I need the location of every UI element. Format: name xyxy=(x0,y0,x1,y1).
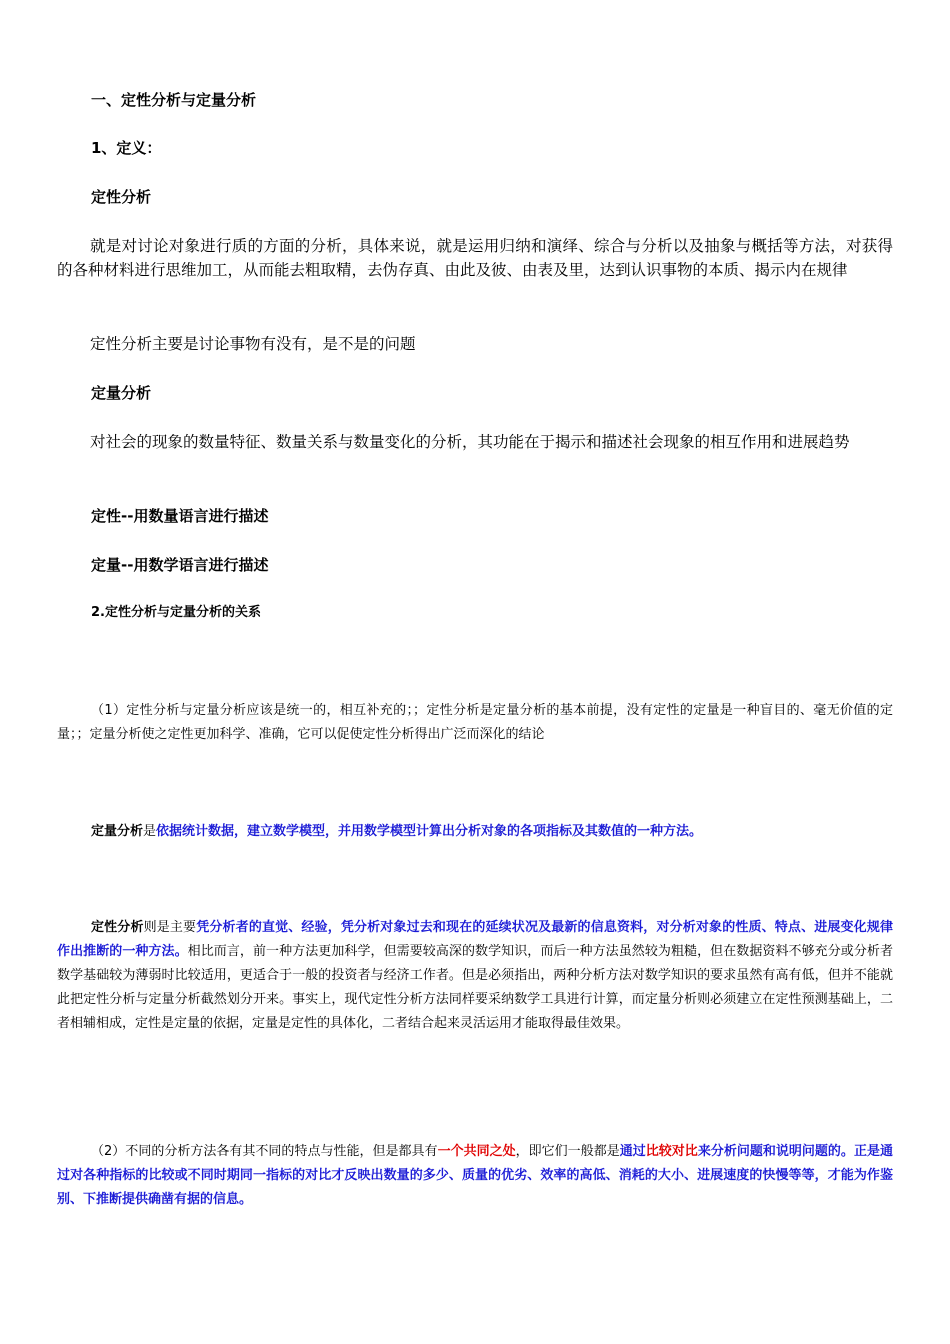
relation-paragraph-3 xyxy=(57,916,893,1036)
heading-relation: 2.定性分析与定量分析的关系 xyxy=(91,605,261,620)
heading-definition: 1、定义： xyxy=(91,139,162,157)
quantitative-description: 定量--用数学语言进行描述 xyxy=(91,556,269,574)
highlight-common-point: 一个共同之处 xyxy=(437,1144,516,1159)
relation-paragraph-1: （1）定性分析与定量分析应该是统一的，相互补充的；；定性分析是定量分析的基本前提，没有定性的定量是一种盲目的、毫无价值的定量；；定量分析使之定性更加科学、准确，它可以促使定性分析得出广泛而深化的结论 xyxy=(57,703,893,742)
quantitative-title: 定量分析 xyxy=(91,384,152,402)
quantitative-body: 对社会的现象的数量特征、数量关系与数量变化的分析，其功能在于揭示和描述社会现象的相互作用和进展趋势 xyxy=(90,433,850,451)
quantitative-definition: 依据统计数据，建立数学模型，并用数学模型计算出分析对象的各项指标及其数值的一种方法。 xyxy=(156,824,703,839)
highlight-comparison: 比较对比 xyxy=(645,1144,698,1159)
qualitative-description: 定性--用数量语言进行描述 xyxy=(91,507,269,525)
link-text: 是 xyxy=(143,824,157,839)
qualitative-title: 定性分析 xyxy=(91,188,152,206)
qualitative-definition: 凭分析者的直觉、经验，凭分析对象过去和现在的延续状况及最新的信息资料，对分析对象的性质、特点、进展变化规律作出推断的一种方法。 xyxy=(57,920,893,959)
qualitative-main-point: 定性分析主要是讨论事物有没有，是不是的问题 xyxy=(90,335,416,353)
relation-paragraph-2 xyxy=(57,820,893,844)
relation-paragraph-4 xyxy=(57,1140,893,1212)
highlight-conclusion: 来分析问题和说明问题的。正是通过对各种指标的比较或不同时期同一指标的对比才反映出数量的多少、质量的优劣、效率的高低、消耗的大小、进展速度的快慢等等，才能为作鉴别、下推断提供确凿有据的信息。 xyxy=(57,1144,893,1207)
paragraph-start: （2）不同的分析方法各有其不同的特点与性能，但是都具有 xyxy=(91,1144,438,1159)
term-quantitative: 定量分析 xyxy=(91,824,144,839)
term-qualitative: 定性分析 xyxy=(91,920,144,935)
heading-main: 一、定性分析与定量分析 xyxy=(91,91,257,109)
qualitative-body: 就是对讨论对象进行质的方面的分析，具体来说，就是运用归纳和演绎、综合与分析以及抽象与概括等方法，对获得的各种材料进行思维加工，从而能去粗取精，去伪存真、由此及彼、由表及里，达到认识事物的本质、揭示内在规律 xyxy=(57,237,893,279)
highlight-through: 通过 xyxy=(619,1144,646,1159)
paragraph-middle: ，即它们一般都是 xyxy=(515,1144,620,1159)
comparison-text: 相比而言，前一种方法更加科学，但需要较高深的数学知识，而后一种方法虽然较为粗糙，但在数据资料不够充分或分析者数学基础较为薄弱时比较适用，更适合于一般的投资者与经济工作者。但是必须指出，两种分析方法对数学知识的要求虽然有高有低，但并不能就此把定性分析与定量分析截然划分开来。事实上，现代定性分析方法同样要采纳数学工具进行计算，而定量分析则必须建立在定性预测基础上，二者相辅相成，定性是定量的依据，定量是定性的具体化，二者结合起来灵活运用才能取得最佳效果。 xyxy=(57,944,893,1031)
link-text: 则是主要 xyxy=(143,920,197,935)
